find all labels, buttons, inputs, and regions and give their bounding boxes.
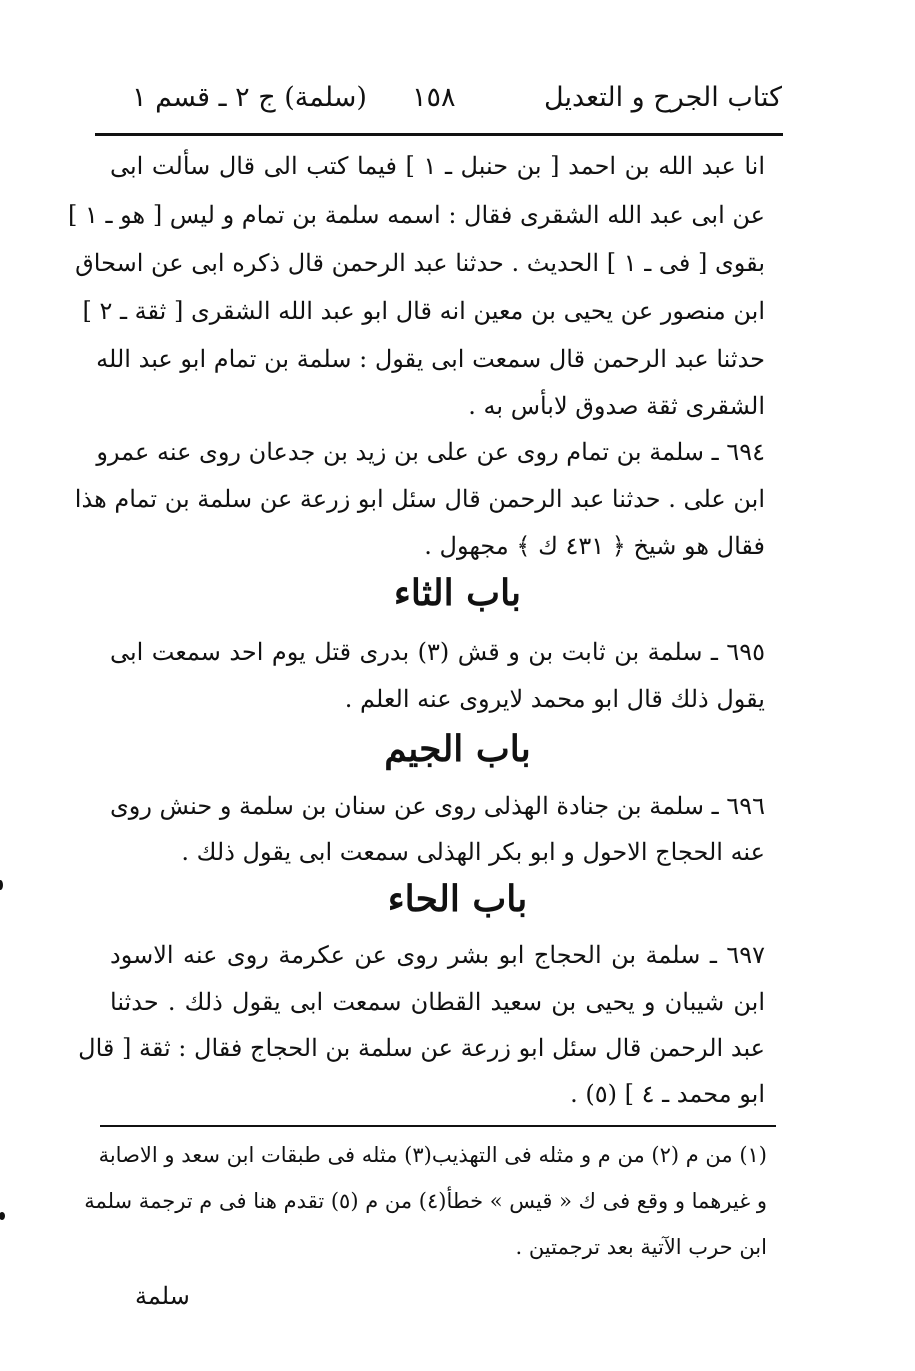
chapter-heading-ha: باب الحاء	[387, 878, 528, 920]
text-line: ابن منصور عن يحيى بن معين انه قال ابو عبد الله الشقرى [ ثقة ـ ٢ ]	[82, 297, 765, 325]
text-line: بقوى [ فى ـ ١ ] الحديث . حدثنا عبد الرحمن قال ذكره ابى عن اسحاق	[75, 249, 765, 277]
header-rule	[95, 133, 783, 136]
entry-694: ٦٩٤ ـ سلمة بن تمام روى عن على بن زيد بن جدعان روى عنه عمرو	[96, 438, 765, 466]
entry-697: ٦٩٧ ـ سلمة بن الحجاج ابو بشر روى عن عكرمة روى عنه الاسود	[110, 941, 765, 969]
footnote-line: (١) من م (٢) من م و مثله فى التهذيب(٣) مثله فى طبقات ابن سعد و الاصابة	[98, 1143, 767, 1167]
entry-695: ٦٩٥ ـ سلمة بن ثابت بن و قش (٣) بدرى قتل يوم احد سمعت ابى	[110, 638, 765, 666]
text-line: عنه الحجاج الاحول و ابو بكر الهذلى سمعت ابى يقول ذلك .	[181, 838, 765, 866]
text-line: ابن شيبان و يحيى بن سعيد القطان سمعت ابى يقول ذلك . حدثنا	[110, 988, 765, 1016]
text-line: حدثنا عبد الرحمن قال سمعت ابى يقول : سلمة بن تمام ابو عبد الله	[96, 345, 765, 373]
page-number: ١٥٨	[412, 82, 456, 113]
text-line: يقول ذلك قال ابو محمد لايروى عنه العلم .	[344, 685, 765, 713]
chapter-heading-jim: باب الجيم	[384, 728, 531, 770]
section-label: (سلمة) ج ٢ ـ قسم ١	[132, 82, 367, 113]
entry-696: ٦٩٦ ـ سلمة بن جنادة الهذلى روى عن سنان بن سلمة و حنش روى	[109, 792, 765, 820]
footnote-rule	[100, 1125, 776, 1127]
footnote-line: ابن حرب الآتية بعد ترجمتين .	[515, 1235, 767, 1259]
text-line: انا عبد الله بن احمد [ بن حنبل ـ ١ ] فيما كتب الى قال سألت ابى	[110, 152, 766, 180]
text-line: عن ابى عبد الله الشقرى فقال : اسمه سلمة بن تمام و ليس [ هو ـ ١ ]	[67, 201, 765, 229]
catchword: سلمة	[135, 1282, 190, 1310]
text-line: عبد الرحمن قال سئل ابو زرعة عن سلمة بن الحجاج فقال : ثقة [ قال	[78, 1034, 765, 1062]
running-header	[112, 82, 782, 122]
chapter-heading-tha: باب الثاء	[393, 572, 522, 614]
text-line: ابو محمد ـ ٤ ] (٥) .	[570, 1080, 765, 1108]
text-line: فقال هو شيخ ﴿ ٤٣١ ك ﴾ مجهول .	[424, 532, 765, 560]
footnote-line: و غيرهما و وقع فى ك « قيس » خطأ(٤) من م (٥) تقدم هنا فى م ترجمة سلمة	[84, 1189, 767, 1213]
scan-speck	[0, 1212, 5, 1220]
text-line: ابن على . حدثنا عبد الرحمن قال سئل ابو زرعة عن سلمة بن تمام هذا	[74, 485, 765, 513]
text-line: الشقرى ثقة صدوق لابأس به .	[468, 392, 765, 420]
book-title: كتاب الجرح و التعديل	[544, 82, 782, 113]
